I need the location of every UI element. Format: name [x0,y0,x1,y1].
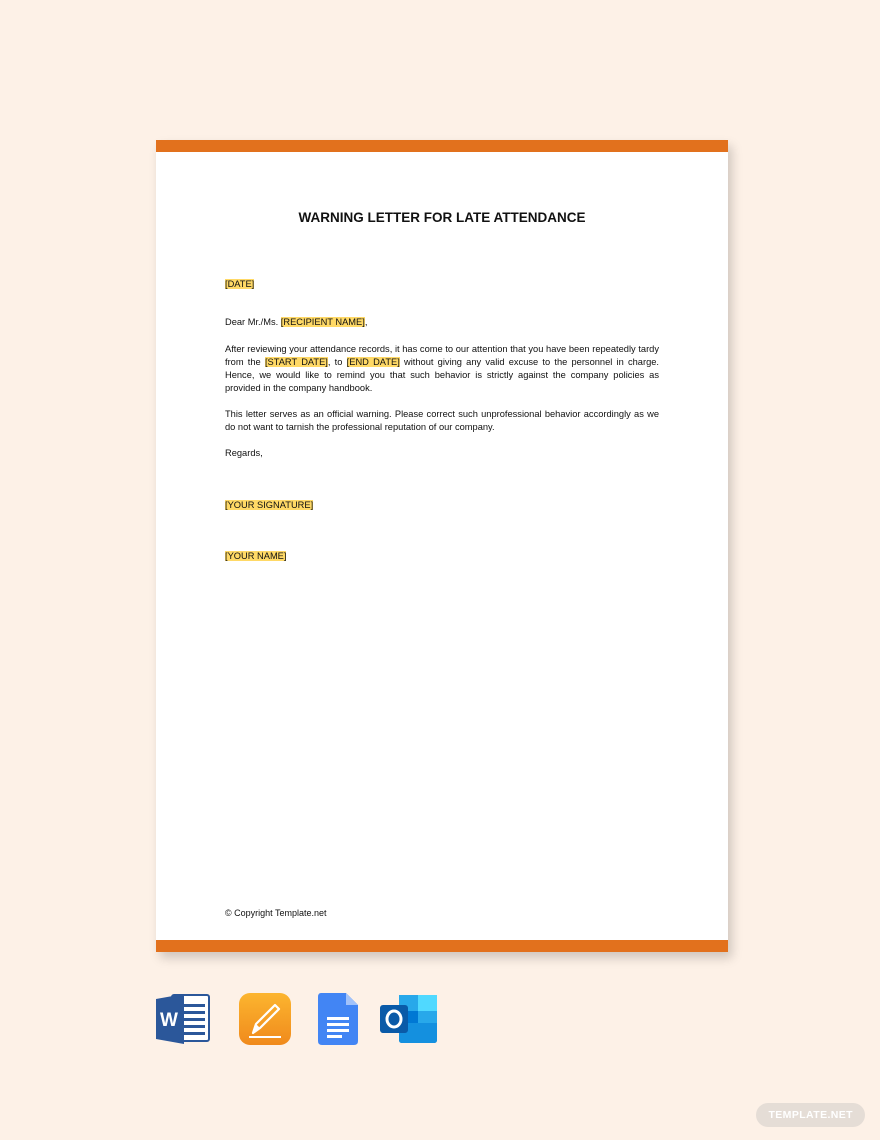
svg-text:W: W [160,1010,178,1031]
date-line [225,278,659,291]
paragraph-1-part-2: , to [327,357,343,367]
brand-badge[interactable]: TEMPLATE.NET [756,1103,865,1127]
salutation [225,316,659,329]
paragraph-1-part-1: After reviewing your attendance records, it has come to our attention that you have been repeatedly tardy from the [225,344,659,367]
letter-title: WARNING LETTER FOR LATE ATTENDANCE [298,210,586,225]
recipient-placeholder: [RECIPIENT NAME] [280,317,365,327]
start-date-placeholder: [START DATE] [264,357,328,367]
outlook-icon[interactable] [379,993,439,1045]
salutation-suffix: , [364,317,368,327]
top-accent-bar [156,140,728,152]
signature-placeholder: [YOUR SIGNATURE] [225,500,314,510]
word-icon[interactable] [156,993,211,1045]
paragraph-2: This letter serves as an official warning. Please correct such unprofessional behavior accordingly as we do not want to tarnish the professional reputation of our company. [225,409,659,432]
signature-line [225,499,659,512]
pages-icon[interactable] [239,993,291,1045]
closing: Regards, [225,448,263,458]
date-placeholder: [DATE] [225,279,255,289]
salutation-prefix: Dear Mr./Ms. [225,317,279,327]
end-date-placeholder: [END DATE] [346,357,400,367]
document-page [156,140,728,952]
google-docs-icon[interactable] [318,993,358,1045]
name-line [225,550,659,563]
paragraph-1-part-3: without giving any valid excuse to the personnel in charge. Hence, we would like to remind you that such behavior is strictly against the company policies as provided in the company handbook. [225,357,659,393]
paragraph-1 [225,343,659,395]
bottom-accent-bar [156,940,728,952]
name-placeholder: [YOUR NAME] [225,551,287,561]
copyright-text: © Copyright Template.net [225,908,327,918]
